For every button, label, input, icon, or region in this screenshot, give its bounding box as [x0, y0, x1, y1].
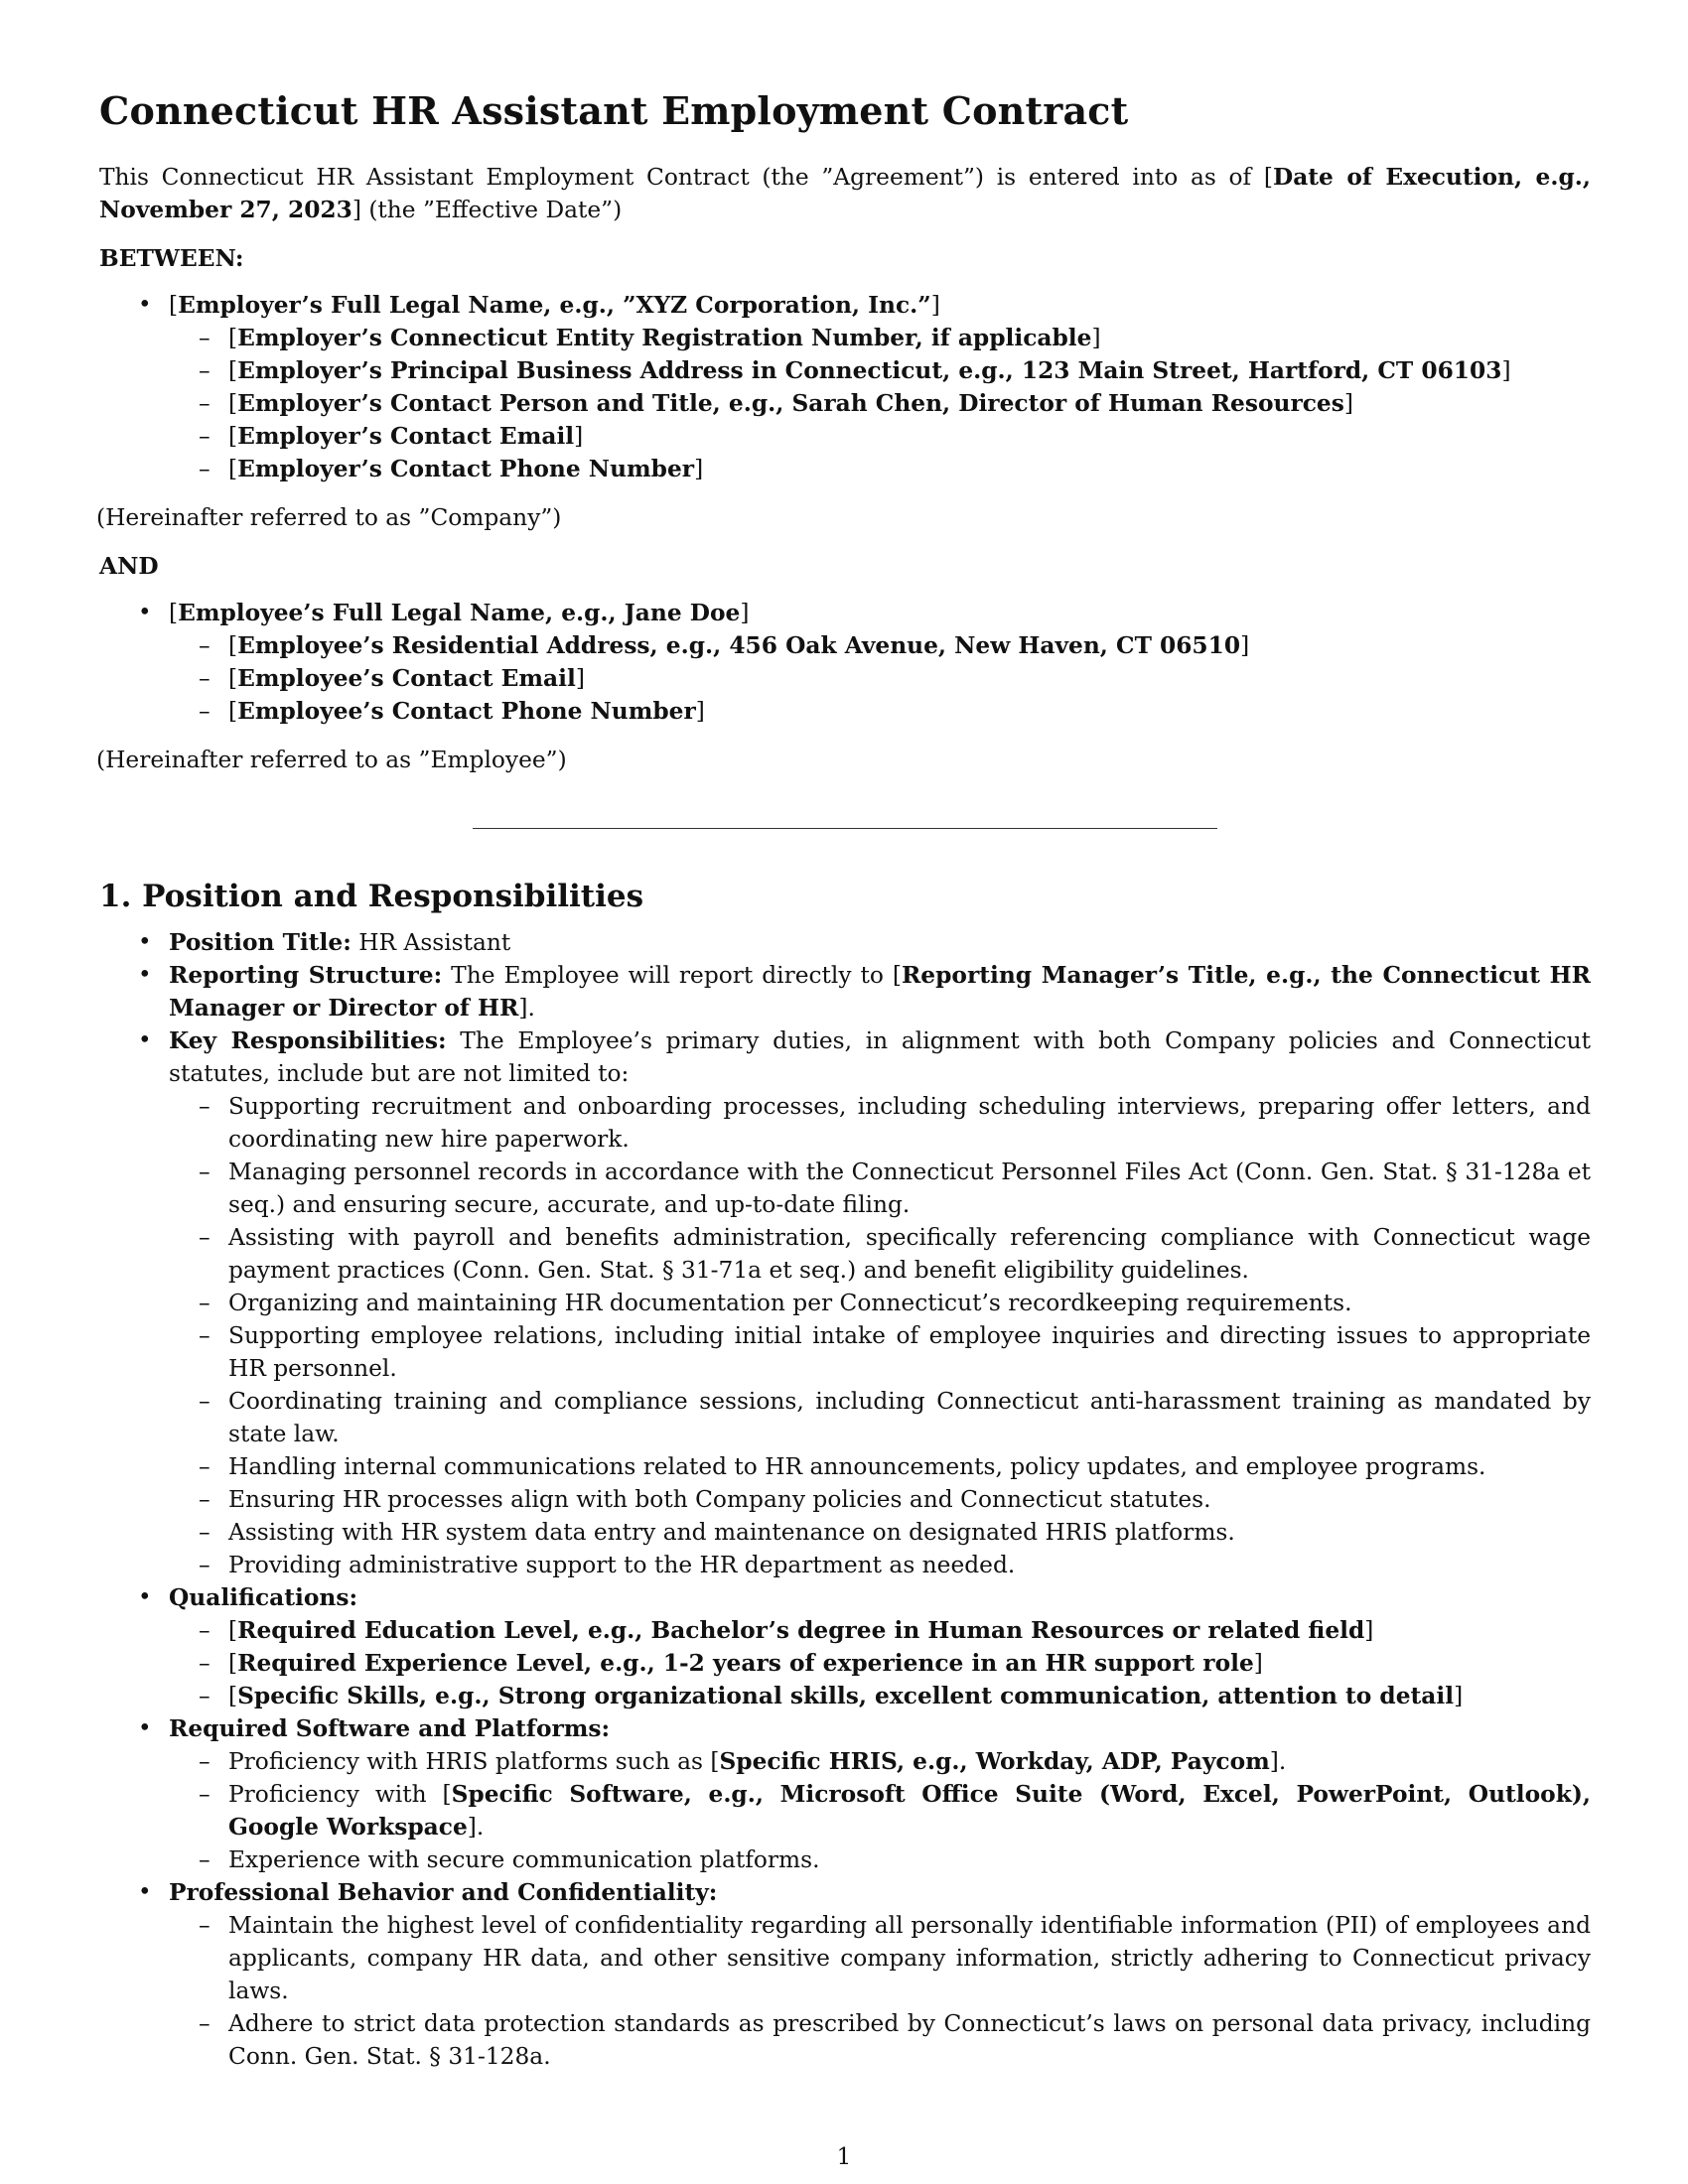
list-item: – [Employee’s Contact Phone Number] — [169, 695, 1591, 728]
employer-email: Employer’s Contact Email — [237, 423, 575, 450]
reporting-label: Reporting Structure: — [169, 962, 443, 989]
list-item: – Adhere to strict data protection standards as prescribed by Connecticut’s laws on personal data privacy, including Conn. Gen. Stat. § 31-128a. — [169, 2007, 1591, 2073]
list-item: – Organizing and maintaining HR documentation per Connecticut’s recordkeeping requirements. — [169, 1287, 1591, 1319]
date-placeholder: Date of Execution, e.g., November 27, 2023 — [99, 164, 1591, 223]
employee-name: Employee’s Full Legal Name, e.g., Jane Doe — [178, 600, 741, 626]
list-item: – [Specific Skills, e.g., Strong organizational skills, excellent communication, attention to detail] — [169, 1680, 1591, 1712]
education-placeholder: Required Education Level, e.g., Bachelor’s degree in Human Resources or related field — [237, 1617, 1365, 1644]
confidentiality-list — [109, 1909, 1591, 2073]
intro-paragraph — [99, 161, 1591, 226]
section-divider — [473, 828, 1217, 829]
section-1-list — [99, 926, 1591, 2073]
list-item: – Ensuring HR processes align with both Company policies and Connecticut statutes. — [169, 1483, 1591, 1516]
list-item: – Assisting with HR system data entry and maintenance on designated HRIS platforms. — [169, 1516, 1591, 1549]
position-item — [99, 926, 1591, 959]
position-label: Position Title: — [169, 929, 352, 956]
software-2-end: ]. — [467, 1814, 485, 1841]
confidentiality-item — [99, 1876, 1591, 2073]
reporting-placeholder: Reporting Manager’s Title, e.g., the Connecticut HR Manager or Director of HR — [169, 962, 1591, 1022]
employee-details — [109, 629, 1591, 728]
list-item: – [Employee’s Residential Address, e.g., 456 Oak Avenue, New Haven, CT 06510] — [169, 629, 1591, 662]
experience-placeholder: Required Experience Level, e.g., 1-2 years of experience in an HR support role — [237, 1650, 1254, 1677]
document-title: Connecticut HR Assistant Employment Contract — [99, 88, 1129, 133]
employer-list — [99, 289, 1591, 485]
section-1-heading: 1. Position and Responsibilities — [99, 879, 644, 914]
qualifications-label: Qualifications: — [169, 1584, 358, 1611]
employer-address: Employer’s Principal Business Address in Connecticut, e.g., 123 Main Street, Hartford, CT 06103 — [237, 357, 1502, 384]
list-item: – [Employer’s Principal Business Address in Connecticut, e.g., 123 Main Street, Hartford, CT 06103] — [169, 354, 1591, 387]
confidentiality-label: Professional Behavior and Confidentiality: — [169, 1879, 718, 1906]
employee-email: Employee’s Contact Email — [237, 665, 576, 692]
list-item: – [Employer’s Connecticut Entity Registration Number, if applicable] — [169, 322, 1591, 354]
position-value: HR Assistant — [351, 929, 511, 956]
software-label: Required Software and Platforms: — [169, 1715, 611, 1742]
between-label: BETWEEN: — [99, 245, 244, 272]
employee-list — [99, 597, 1591, 728]
employee-phone: Employee’s Contact Phone Number — [237, 698, 696, 725]
software-1-end: ]. — [1269, 1748, 1287, 1775]
qualifications-list — [109, 1614, 1591, 1712]
software-list — [109, 1745, 1591, 1876]
responsibilities-item — [99, 1024, 1591, 1581]
employee-address: Employee’s Residential Address, e.g., 456 Oak Avenue, New Haven, CT 06510 — [237, 632, 1241, 659]
list-item — [169, 1778, 1591, 1843]
list-item: – [Employee’s Contact Email] — [169, 662, 1591, 695]
employer-contact-person: Employer’s Contact Person and Title, e.g., Sarah Chen, Director of Human Resources — [237, 390, 1344, 417]
list-item: – [Employer’s Contact Person and Title, e.g., Sarah Chen, Director of Human Resources] — [169, 387, 1591, 420]
employer-name-item: • [Employer’s Full Legal Name, e.g., ”XYZ Corporation, Inc.”] – [Employer’s Connecticut Entity Registration Number, if applicable] – [Employer’s Principal Business Address in Connecticut, e.g., 123 Main Street, Hartford, CT 06103] – [Employer’s Contact Person and Title, e.g., Sarah Chen, Director of Human Resources] – [Employer’s Contact Email] – [Employer’s Contact Phone Number] — [99, 289, 1591, 485]
employer-details — [109, 322, 1591, 485]
employee-name-item: • [Employee’s Full Legal Name, e.g., Jane Doe] – [Employee’s Residential Address, e.g., 456 Oak Avenue, New Haven, CT 06510] – [Employee’s Contact Email] – [Employee’s Contact Phone Number] — [99, 597, 1591, 728]
reporting-item — [99, 959, 1591, 1024]
intro-text: This Connecticut HR Assistant Employment Contract (the ”Agreement”) is entered into as of [ — [99, 164, 1273, 191]
list-item: – Coordinating training and compliance sessions, including Connecticut anti-harassment training as mandated by state law. — [169, 1385, 1591, 1450]
hris-placeholder: Specific HRIS, e.g., Workday, ADP, Paycom — [719, 1748, 1270, 1775]
list-item: – Experience with secure communication platforms. — [169, 1843, 1591, 1876]
list-item — [169, 1745, 1591, 1778]
responsibilities-label: Key Responsibilities: — [169, 1027, 447, 1054]
list-item: – Maintain the highest level of confidentiality regarding all personally identifiable information (PII) of employees and applicants, company HR data, and other sensitive company information, strictly adhering to Connecticut privacy laws. — [169, 1909, 1591, 2007]
responsibilities-list — [109, 1090, 1591, 1581]
company-referred: (Hereinafter referred to as ”Company”) — [96, 504, 562, 531]
list-item: – Handling internal communications related to HR announcements, policy updates, and employee programs. — [169, 1450, 1591, 1483]
software-2-text: Proficiency with [ — [228, 1781, 452, 1808]
employee-referred: (Hereinafter referred to as ”Employee”) — [96, 747, 567, 773]
list-item: – [Employer’s Contact Phone Number] — [169, 453, 1591, 485]
list-item: – [Employer’s Contact Email] — [169, 420, 1591, 453]
reporting-text-end: ]. — [518, 995, 535, 1022]
list-item: – [Required Experience Level, e.g., 1-2 years of experience in an HR support role] — [169, 1647, 1591, 1680]
list-item: – Assisting with payroll and benefits administration, specifically referencing compliance with Connecticut wage payment practices (Conn. Gen. Stat. § 31-71a et seq.) and benefit eligibility guidelines. — [169, 1221, 1591, 1287]
employer-name: Employer’s Full Legal Name, e.g., ”XYZ Corporation, Inc.” — [178, 292, 931, 319]
and-label: AND — [99, 553, 159, 580]
software-1-text: Proficiency with HRIS platforms such as [ — [228, 1748, 720, 1775]
qualifications-item — [99, 1581, 1591, 1712]
intro-text-end: ] (the ”Effective Date”) — [352, 197, 623, 223]
responsibilities-intro: The Employee’s primary duties, in alignment with both Company policies and Connecticut statutes, include but are not limited to: — [169, 1027, 1591, 1087]
list-item: – Supporting recruitment and onboarding processes, including scheduling interviews, preparing offer letters, and coordinating new hire paperwork. — [169, 1090, 1591, 1156]
software-item — [99, 1712, 1591, 1876]
list-item: – Managing personnel records in accordance with the Connecticut Personnel Files Act (Conn. Gen. Stat. § 31-128a et seq.) and ensuring secure, accurate, and up-to-date filing. — [169, 1156, 1591, 1221]
page-number: 1 — [836, 2144, 852, 2170]
list-item: – Supporting employee relations, including initial intake of employee inquiries and directing issues to appropriate HR personnel. — [169, 1319, 1591, 1385]
document-page — [96, 87, 1591, 2073]
list-item: – [Required Education Level, e.g., Bachelor’s degree in Human Resources or related field] — [169, 1614, 1591, 1647]
skills-placeholder: Specific Skills, e.g., Strong organizational skills, excellent communication, attention to detail — [237, 1683, 1455, 1709]
reporting-text: The Employee will report directly to [ — [442, 962, 902, 989]
employer-phone: Employer’s Contact Phone Number — [237, 456, 695, 482]
employer-registration: Employer’s Connecticut Entity Registration Number, if applicable — [237, 325, 1092, 351]
list-item: – Providing administrative support to the HR department as needed. — [169, 1549, 1591, 1581]
software-placeholder: Specific Software, e.g., Microsoft Office Suite (Word, Excel, PowerPoint, Outlook), Google Workspace — [228, 1781, 1591, 1841]
